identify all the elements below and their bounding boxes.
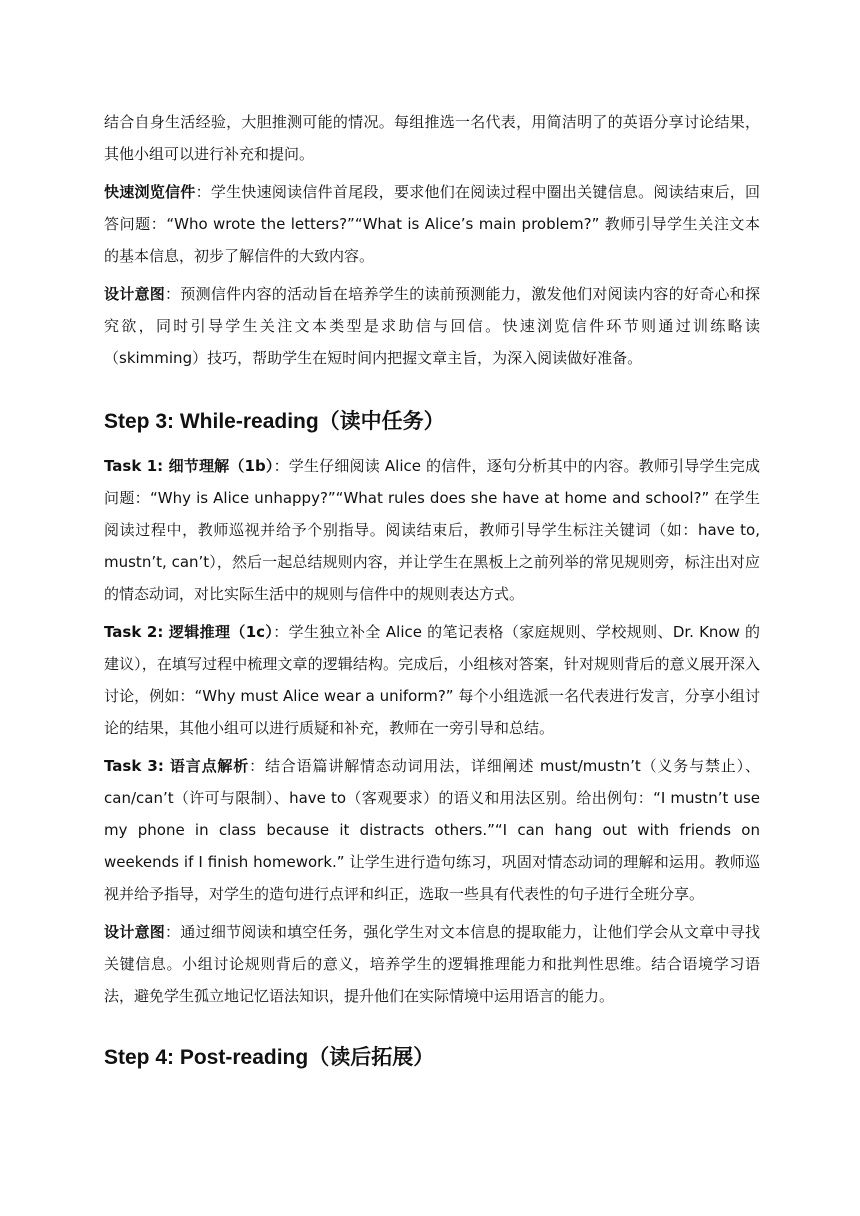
task1-text: ：学生仔细阅读 Alice 的信件，逐句分析其中的内容。教师引导学生完成问题：“Why is Alice unhappy?”“What rules does she have at home and school?” 在学生阅读过程中，教师巡视并给予个别指导。阅读结束后，教师引导学生标注关键词（如：have to, mustn’t, can’t），然后一起总结规则内容，并让学生在黑板上之前列举的常见规则旁，标注出对应的情态动词，对比实际生活中的规则与信件中的规则表达方式。 <box>104 457 760 603</box>
step3-heading: Step 3: While-reading（读中任务） <box>104 410 445 433</box>
skim-text: ：学生快速阅读信件首尾段，要求他们在阅读过程中圈出关键信息。阅读结束后，回答问题：“Who wrote the letters?”“What is Alice’s main problem?” 教师引导学生关注文本的基本信息，初步了解信件的大致内容。 <box>104 183 760 265</box>
task3-paragraph <box>104 750 760 910</box>
intro-text: 结合自身生活经验，大胆推测可能的情况。每组推选一名代表，用简洁明了的英语分享讨论结果，其他小组可以进行补充和提问。 <box>104 113 760 163</box>
task2-label: Task 2: 逻辑推理（1c） <box>104 623 274 641</box>
skim-label: 快速浏览信件 <box>104 183 196 201</box>
skim-paragraph <box>104 176 760 272</box>
document-page <box>104 106 760 1074</box>
task3-text: ：结合语篇讲解情态动词用法，详细阐述 must/mustn’t（义务与禁止）、can/can’t（许可与限制）、have to（客观要求）的语义和用法区别。给出例句：“I mustn’t use my phone in class because it distracts others.”“I can hang out with friends on weekends if I finish homework.” 让学生进行造句练习，巩固对情态动词的理解和运用。教师巡视并给予指导，对学生的造句进行点评和纠正，选取一些具有代表性的句子进行全班分享。 <box>104 757 760 903</box>
task2-paragraph <box>104 616 760 744</box>
task2-text: ：学生独立补全 Alice 的笔记表格（家庭规则、学校规则、Dr. Know 的建议），在填写过程中梳理文章的逻辑结构。完成后，小组核对答案，针对规则背后的意义展开深入讨论，例如：“Why must Alice wear a uniform?” 每个小组选派一名代表进行发言，分享小组讨论的结果，其他小组可以进行质疑和补充，教师在一旁引导和总结。 <box>104 623 760 737</box>
intro-paragraph <box>104 106 760 170</box>
design-intent-text-2: ：通过细节阅读和填空任务，强化学生对文本信息的提取能力，让他们学会从文章中寻找关键信息。小组讨论规则背后的意义，培养学生的逻辑推理能力和批判性思维。结合语境学习语法，避免学生孤立地记忆语法知识，提升他们在实际情境中运用语言的能力。 <box>104 923 760 1005</box>
step4-heading: Step 4: Post-reading（读后拓展） <box>104 1046 435 1069</box>
task3-label: Task 3: 语言点解析 <box>104 757 250 775</box>
design-intent-paragraph-1 <box>104 278 760 374</box>
task1-paragraph <box>104 450 760 610</box>
design-intent-label-2: 设计意图 <box>104 923 166 941</box>
design-intent-paragraph-2 <box>104 916 760 1012</box>
task1-label: Task 1: 细节理解（1b） <box>104 457 274 475</box>
design-intent-text-1: ：预测信件内容的活动旨在培养学生的读前预测能力，激发他们对阅读内容的好奇心和探究欲，同时引导学生关注文本类型是求助信与回信。快速浏览信件环节则通过训练略读（skimming）技巧，帮助学生在短时间内把握文章主旨，为深入阅读做好准备。 <box>104 285 760 367</box>
design-intent-label-1: 设计意图 <box>104 285 166 303</box>
